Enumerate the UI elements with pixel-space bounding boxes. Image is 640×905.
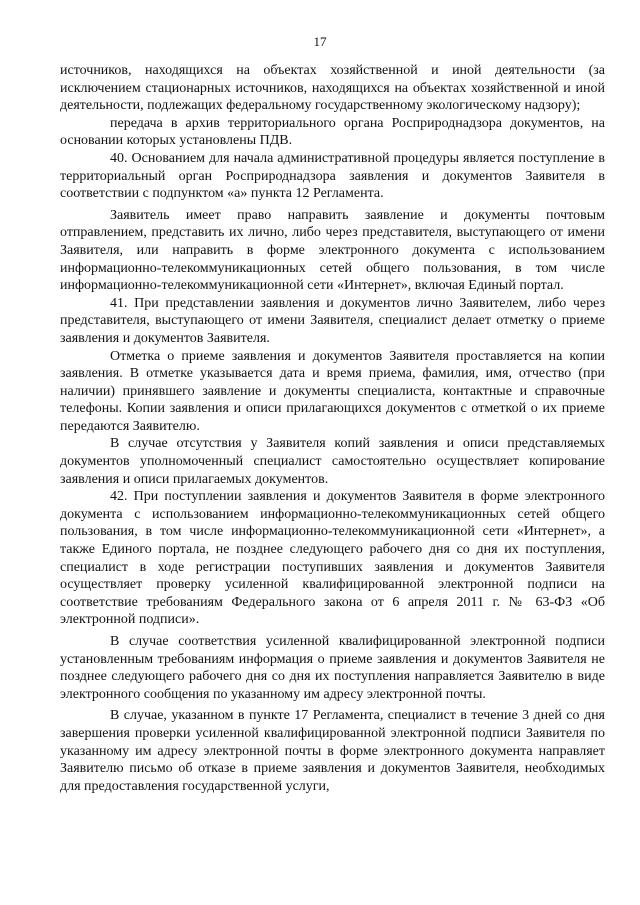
paragraph-42: 42. При поступлении заявления и документов Заявителя в форме электронного документа с использованием информационно-телекоммуникационных сетей общего пользования, в том числе информационно-телекоммуникационной сети «Интернет», а также Единого портала, не позднее следующего рабочего дня со дня их поступления, специалист в ходе регистрации поступивших заявления и документов Заявителя осуществляет проверку усиленной квалифицированной электронной подписи на соответствие требованиям Федерального закона от 6 апреля 2011 г. № 63-ФЗ «Об электронной подписи». [60, 489, 605, 628]
page-number: 17 [313, 34, 327, 49]
paragraph-refusal: В случае, указанном в пункте 17 Регламента, специалист в течение 3 дней со дня завершения проверки усиленной квалифицированной электронной подписи Заявителя по указанному им адресу электронной почты в форме электронного документа направляет Заявителю письмо об отказе в приеме заявления и документов Заявителя, необходимых для предоставления государственной услуги, [60, 708, 605, 794]
paragraph-receipt-mark: Отметка о приеме заявления и документов Заявителя проставляется на копии заявления. В отметке указывается дата и время приема, фамилия, имя, отчество (при наличии) принявшего заявление и документы специалиста, контактные и справочные телефоны. Копии заявления и описи прилагающихся документов с отметкой о их приеме передаются Заявителю. [60, 348, 605, 434]
paragraph-applicant-right: Заявитель имеет право направить заявление и документы почтовым отправлением, представить их лично, либо через представителя, выступающего от имени Заявителя, или направить в форме электронного документа с использованием информационно-телекоммуникационных сетей общего пользования, в том числе информационно-телекоммуникационной сети «Интернет», включая Единый портал. [60, 207, 605, 294]
paragraph-41: 41. При представлении заявления и документов лично Заявителем, либо через представителя, выступающего от имени Заявителя, специалист делает отметку о приеме заявления и документов Заявителя. [60, 295, 605, 346]
paragraph-no-copies: В случае отсутствия у Заявителя копий заявления и описи представляемых документов уполномоченный специалист самостоятельно осуществляет копирование заявления и описи прилагаемых документов. [60, 436, 605, 487]
paragraph-archive-transfer: передача в архив территориального органа Росприроднадзора документов, на основании которых установлены ПДВ. [60, 115, 605, 149]
paragraph-40: 40. Основанием для начала административной процедуры является поступление в территориальный орган Росприроднадзора заявления и документов Заявителя в соответствии с подпунктом «а» пункта 12 Регламента. [60, 150, 605, 202]
document-body [60, 62, 605, 795]
paragraph-continuation: источников, находящихся на объектах хозяйственной и иной деятельности (за исключением стационарных источников, находящихся на объектах хозяйственной и иной деятельности, подлежащих федеральному государственному экологическому надзору); [60, 63, 605, 114]
paragraph-signature-valid: В случае соответствия усиленной квалифицированной электронной подписи установленным требованиям информация о приеме заявления и документов Заявителя не позднее следующего рабочего дня со дня их поступления направляется Заявителю в виде электронного сообщения по указанному им адресу электронной почты. [60, 634, 605, 702]
